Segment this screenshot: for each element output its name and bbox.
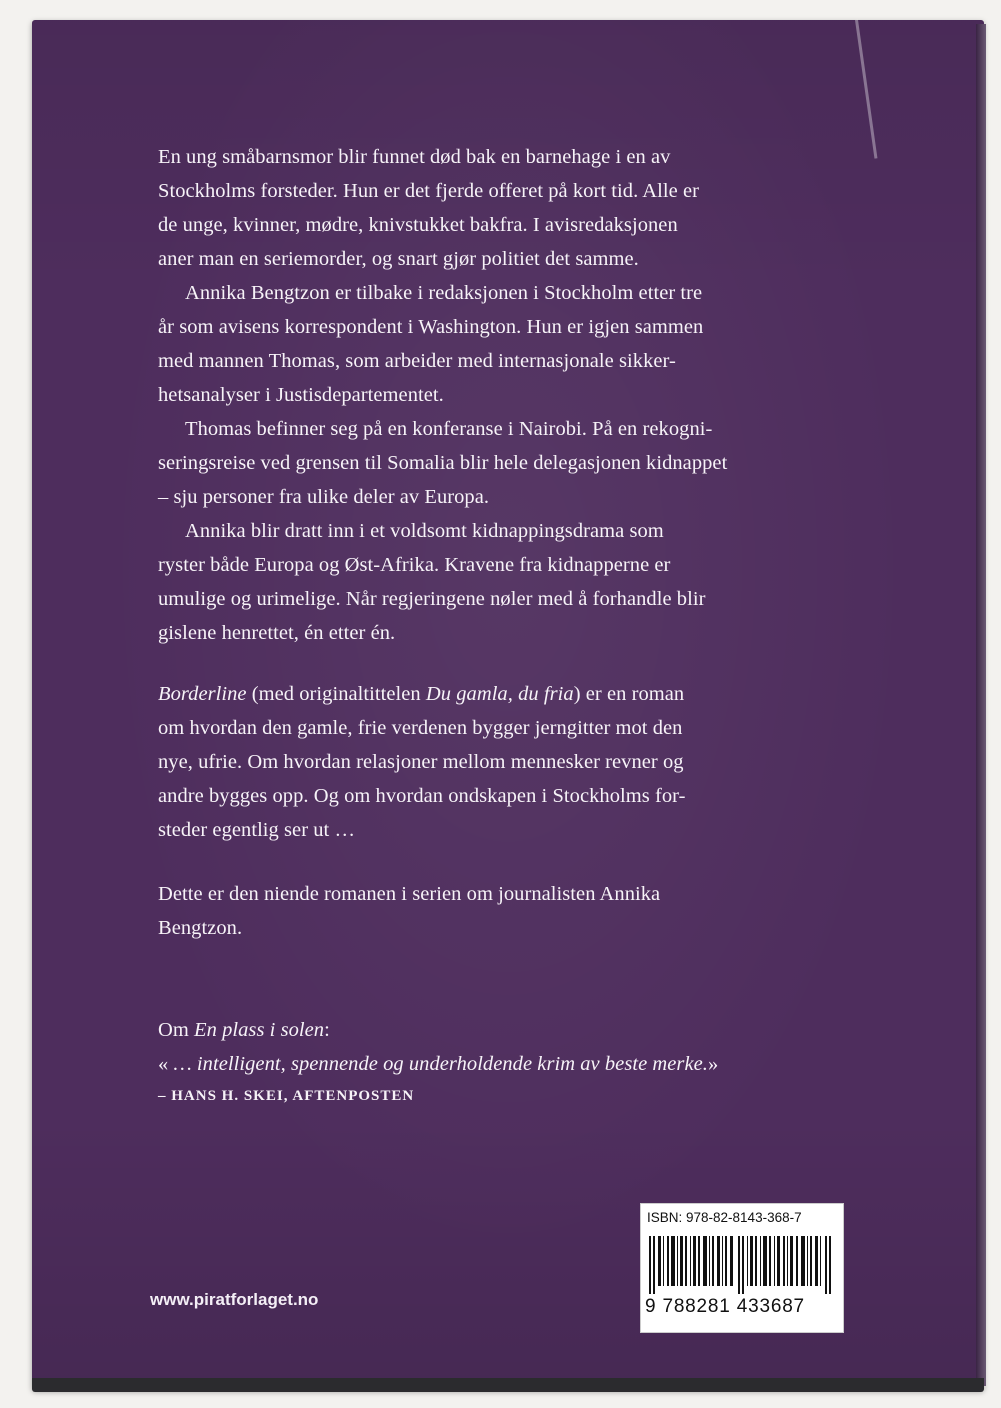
book-edge	[976, 24, 986, 1386]
quote-byline: – HANS H. SKEI, AFTENPOSTEN	[158, 1088, 415, 1104]
series-note: Dette er den niende romanen i serien om journalisten Annika Bengtzon.	[158, 883, 661, 939]
blurb-borderline-paragraph: Borderline (med originaltittelen Du gamla, du fria) er en roman om hvordan den gamle, frie verdenen bygger jerngitter mot den nye, ufrie. Om hvordan relasjoner mellom mennesker revner og andre bygges opp. Og om hvordan ondskapen i Stockholms for- steder egentlig ser ut …	[158, 677, 858, 847]
blurb-paragraph-4: Annika blir dratt inn i et voldsomt kidnappingsdrama som ryster både Europa og Øst-Afrika. Kravene fra kidnapperne er umulige og urimelige. Når regjeringene nøler med å forhandle blir gislene henrettet, én etter én.	[158, 520, 706, 644]
review-quote	[158, 1013, 858, 1111]
blurb-paragraph-3: Thomas befinner seg på en konferanse i Nairobi. På en rekogni- seringsreise ved grensen til Somalia blir hele delegasjonen kidnappet – sju personer fra ulike deler av Europa.	[158, 418, 728, 508]
barcode-icon	[649, 1236, 835, 1294]
book-bottom-edge	[32, 1378, 984, 1392]
borderline-first-line: Borderline (med originaltittelen Du gamla, du fria) er en roman	[158, 683, 685, 705]
barcode-digits: 9 788281 433687	[645, 1296, 805, 1317]
blurb-paragraph-1: En ung småbarnsmor blir funnet død bak en barnehage i en av Stockholms forsteder. Hun er det fjerde offeret på kort tid. Alle er de unge, kvinner, mødre, knivstukket bakfra. I avisredaksjonen aner man en seriemorder, og snart gjør politiet det samme.	[158, 146, 699, 270]
quote-intro: Om En plass i solen:	[158, 1019, 330, 1041]
blurb-paragraph-2: Annika Bengtzon er tilbake i redaksjonen i Stockholm etter tre år som avisens korrespondent i Washington. Hun er igjen sammen med mannen Thomas, som arbeider med internasjonale sikker- hetsanalyser i Justisdepartementet.	[158, 282, 704, 406]
blurb-main	[158, 140, 858, 650]
isbn-label: ISBN: 978-82-8143-368-7	[647, 1210, 802, 1225]
publisher-url: www.piratforlaget.no	[150, 1290, 319, 1309]
isbn-barcode-box	[640, 1203, 844, 1333]
quote-text: « … intelligent, spennende og underholdende krim av beste merke.»	[158, 1053, 719, 1075]
